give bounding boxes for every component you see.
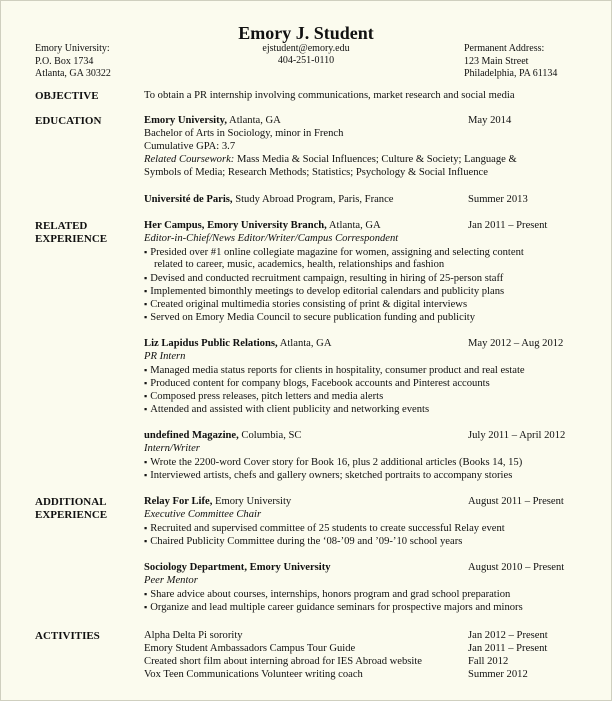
job-date: July 2011 – April 2012 bbox=[468, 430, 566, 441]
address-line: Permanent Address: bbox=[464, 43, 545, 54]
activity: Vox Teen Communications Volunteer writing coach bbox=[144, 669, 363, 680]
section-objective: OBJECTIVE bbox=[35, 90, 99, 102]
bullet: ▪ Wrote the 2200-word Cover story for Book 16, plus 2 additional articles (Books 14, 15) bbox=[144, 456, 522, 470]
job-title bbox=[144, 351, 185, 364]
activity: Alpha Delta Pi sorority bbox=[144, 630, 243, 641]
bullet: ▪ Recruited and supervised committee of 25 students to create successful Relay event bbox=[144, 522, 505, 536]
gpa: Cumulative GPA: 3.7 bbox=[144, 141, 236, 152]
job-org: Her Campus, Emory University Branch, bbox=[144, 220, 327, 231]
job-relay-for-life bbox=[144, 496, 291, 509]
coursework bbox=[144, 154, 517, 167]
job-title bbox=[144, 575, 198, 588]
job-title-text: Editor-in-Chief/News Editor/Writer/Campus Correspondent bbox=[144, 233, 399, 244]
activity: Created short film about interning abroad for IES Abroad website bbox=[144, 656, 423, 667]
activity-date: Summer 2012 bbox=[468, 669, 528, 680]
bullet: ▪ Share advice about courses, internships, honors program and grad school preparation bbox=[144, 588, 510, 602]
activity-date: Jan 2011 – Present bbox=[468, 643, 548, 654]
degree: Bachelor of Arts in Sociology, minor in French bbox=[144, 128, 344, 139]
abroad-date: Summer 2013 bbox=[468, 194, 528, 205]
permanent-address bbox=[464, 43, 557, 81]
section-additional: ADDITIONAL bbox=[35, 496, 107, 508]
bullet: ▪ Created original multimedia stories consisting of print & digital interviews bbox=[144, 298, 467, 312]
school-location: Atlanta, GA bbox=[226, 115, 281, 126]
phone: 404-251-0110 bbox=[277, 55, 335, 66]
job-location: Atlanta, GA bbox=[326, 220, 381, 231]
bullet: ▪ Attended and assisted with client publicity and networking events bbox=[144, 403, 429, 417]
bullet: ▪ Devised and conducted recruitment campaign, resulting in hiring of 25-person staff bbox=[144, 272, 503, 286]
job-date: May 2012 – Aug 2012 bbox=[468, 338, 564, 349]
job-liz-lapidus bbox=[144, 338, 331, 351]
abroad-details: Study Abroad Program, Paris, France bbox=[232, 194, 394, 205]
bullet: ▪ Chaired Publicity Committee during the ‘08-’09 and ’09-’10 school years bbox=[144, 535, 462, 549]
study-abroad bbox=[144, 194, 394, 207]
job-title-text: Intern/Writer bbox=[144, 443, 200, 454]
abroad-school: Université de Paris, bbox=[144, 194, 233, 205]
job-title bbox=[144, 233, 398, 246]
job-her-campus bbox=[144, 220, 381, 233]
job-location: Emory University bbox=[212, 496, 292, 507]
resume-name: Emory J. Student bbox=[238, 23, 374, 43]
activity-date: Jan 2012 – Present bbox=[468, 630, 548, 641]
coursework-continued: Symbols of Media; Research Methods; Statistics; Psychology & Social Influence bbox=[144, 167, 488, 178]
address-line: Atlanta, GA 30322 bbox=[35, 68, 111, 79]
bullet: ▪ Implemented bimonthly meetings to develop editorial calendars and publicity plans bbox=[144, 285, 504, 299]
job-title-text: Executive Committee Chair bbox=[144, 509, 262, 520]
address-line: P.O. Box 1734 bbox=[35, 55, 94, 67]
job-undefined-magazine bbox=[144, 430, 301, 443]
school-name: Emory University, bbox=[144, 115, 227, 126]
education-school bbox=[144, 115, 281, 128]
job-title-text: Peer Mentor bbox=[144, 575, 198, 586]
address-line: 123 Main Street bbox=[464, 55, 529, 67]
bullet: ▪ Managed media status reports for clients in hospitality, consumer product and real estate bbox=[144, 364, 525, 378]
email: ejstudent@emory.edu bbox=[262, 43, 350, 54]
address-line: Emory University: bbox=[35, 43, 110, 54]
bullet: ▪ Organize and lead multiple career guidance seminars for prospective majors and minors bbox=[144, 601, 523, 615]
section-additional-2: EXPERIENCE bbox=[35, 509, 108, 521]
job-org: Sociology Department, Emory University bbox=[144, 562, 331, 573]
job-sociology-department bbox=[144, 562, 331, 575]
bullet: ▪ Interviewed artists, chefs and gallery owners; sketched portraits to accompany stories bbox=[144, 469, 512, 483]
job-title-text: PR Intern bbox=[144, 351, 186, 362]
job-org: Liz Lapidus Public Relations, bbox=[144, 338, 278, 349]
section-related: RELATED bbox=[35, 220, 88, 232]
job-title bbox=[144, 443, 200, 456]
bullet: ▪ Presided over #1 online collegiate magazine for women, assigning and selecting content bbox=[144, 246, 524, 260]
bullet: ▪ Composed press releases, pitch letters and media alerts bbox=[144, 390, 383, 404]
job-title bbox=[144, 509, 261, 522]
bullet: ▪ Served on Emory Media Council to secure publication funding and publicity bbox=[144, 311, 475, 325]
coursework-label: Related Coursework: bbox=[144, 154, 235, 165]
activity-date: Fall 2012 bbox=[468, 656, 509, 667]
section-education: EDUCATION bbox=[35, 115, 102, 127]
job-org: undefined Magazine, bbox=[144, 430, 239, 441]
section-related-2: EXPERIENCE bbox=[35, 233, 108, 245]
bullet-continued: related to career, music, academics, health, relationships and fashion bbox=[154, 259, 445, 270]
school-address bbox=[35, 43, 111, 81]
job-date: August 2010 – Present bbox=[468, 562, 565, 573]
job-location: Columbia, SC bbox=[238, 430, 302, 441]
job-date: August 2011 – Present bbox=[468, 496, 564, 507]
job-location: Atlanta, GA bbox=[277, 338, 332, 349]
education-date: May 2014 bbox=[468, 115, 512, 126]
job-org: Relay For Life, bbox=[144, 496, 213, 507]
address-line: Philadelphia, PA 61134 bbox=[464, 68, 558, 79]
job-date: Jan 2011 – Present bbox=[468, 220, 548, 231]
activity: Emory Student Ambassadors Campus Tour Guide bbox=[144, 643, 356, 654]
objective-text: To obtain a PR internship involving communications, market research and social media bbox=[144, 90, 515, 101]
section-activities: ACTIVITIES bbox=[35, 630, 100, 642]
coursework-text: Mass Media & Social Influences; Culture & Society; Language & bbox=[234, 154, 517, 165]
bullet: ▪ Produced content for company blogs, Facebook accounts and Pinterest accounts bbox=[144, 377, 490, 391]
